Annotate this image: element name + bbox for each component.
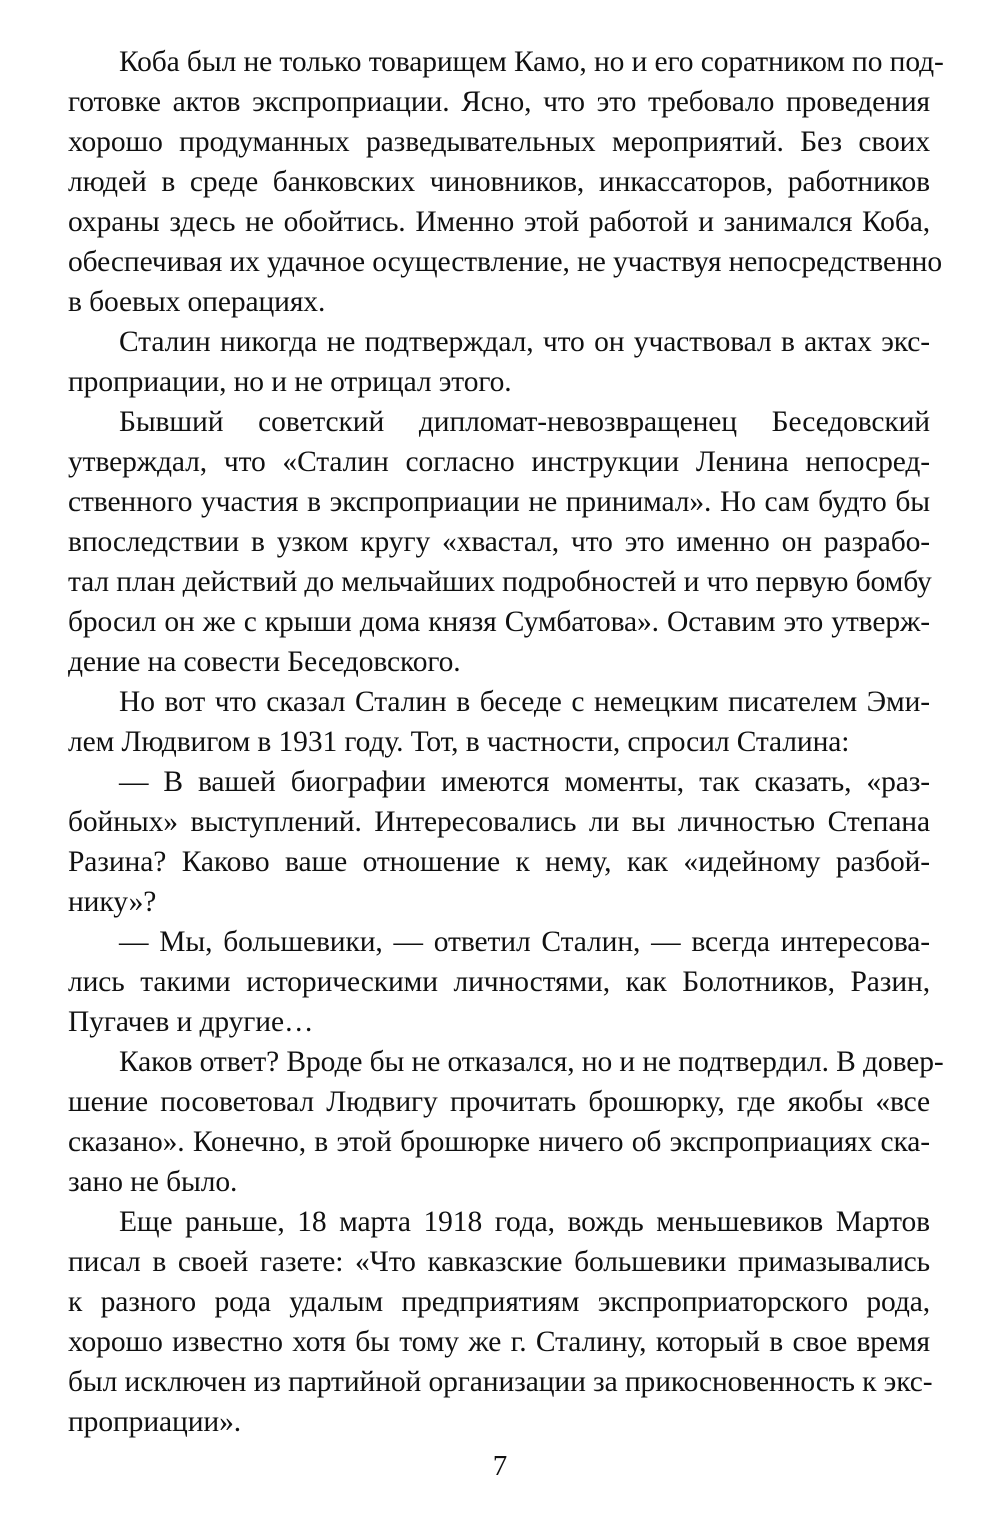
text-line: сказано». Конечно, в этой брошюрке ничего об экспроприациях ска- [68, 1126, 930, 1158]
text-line: — В вашей биографии имеются моменты, так сказать, «раз- [119, 766, 930, 798]
text-line: утверждал, что «Сталин согласно инструкции Ленина непосред- [68, 446, 930, 478]
text-line: к разного рода удалым предприятиям экспроприаторского рода, [68, 1286, 930, 1318]
text-line: людей в среде банковских чиновников, инкассаторов, работников [68, 166, 930, 198]
text-line: нику»? [68, 886, 157, 918]
text-line: бойных» выступлений. Интересовались ли вы личностью Степана [68, 806, 930, 838]
text-line: — Мы, большевики, — ответил Сталин, — всегда интересова- [119, 926, 930, 958]
text-line: хорошо известно хотя бы тому же г. Сталину, который в свое время [68, 1326, 930, 1358]
text-line: шение посоветовал Людвигу прочитать брошюрку, где якобы «все [68, 1086, 930, 1118]
text-line: Коба был не только товарищем Камо, но и его соратником по под- [119, 46, 944, 78]
text-line: охраны здесь не обойтись. Именно этой работой и занимался Коба, [68, 206, 930, 238]
text-line: проприации, но и не отрицал этого. [68, 366, 512, 398]
text-line: обеспечивая их удачное осуществление, не участвуя непосредственно [68, 246, 942, 278]
text-line: Бывший советский дипломат-невозвращенец Беседовский [119, 406, 930, 438]
text-line: лись такими историческими личностями, как Болотников, Разин, [68, 966, 930, 998]
text-line: Пугачев и другие… [68, 1006, 314, 1038]
page-body-text [68, 42, 944, 1442]
text-line: Сталин никогда не подтверждал, что он участвовал в актах экс- [119, 326, 930, 358]
text-line: Но вот что сказал Сталин в беседе с немецким писателем Эми- [119, 686, 930, 718]
text-line: готовке актов экспроприации. Ясно, что это требовало проведения [68, 86, 930, 118]
text-line: Еще раньше, 18 марта 1918 года, вождь меньшевиков Мартов [119, 1206, 930, 1238]
text-line: проприации». [68, 1406, 241, 1438]
text-line: тал план действий до мельчайших подробностей и что первую бомбу [68, 566, 932, 598]
text-line: был исключен из партийной организации за прикосновенность к экс- [68, 1366, 933, 1398]
text-line: зано не было. [68, 1166, 238, 1198]
text-line: дение на совести Беседовского. [68, 646, 461, 678]
text-line: лем Людвигом в 1931 году. Тот, в частности, спросил Сталина: [68, 726, 850, 758]
text-line: в боевых операциях. [68, 286, 326, 318]
text-line: писал в своей газете: «Что кавказские большевики примазывались [68, 1246, 930, 1278]
text-line: Разина? Каково ваше отношение к нему, как «идейному разбой- [68, 846, 930, 878]
text-line: Каков ответ? Вроде бы не отказался, но и не подтвердил. В довер- [119, 1046, 944, 1078]
text-line: бросил он же с крыши дома князя Сумбатова». Оставим это утверж- [68, 606, 930, 638]
text-line: ственного участия в экспроприации не принимал». Но сам будто бы [68, 486, 930, 518]
text-line: хорошо продуманных разведывательных мероприятий. Без своих [68, 126, 930, 158]
page-number: 7 [492, 1450, 508, 1482]
text-line: впоследствии в узком кругу «хвастал, что это именно он разрабо- [68, 526, 930, 558]
